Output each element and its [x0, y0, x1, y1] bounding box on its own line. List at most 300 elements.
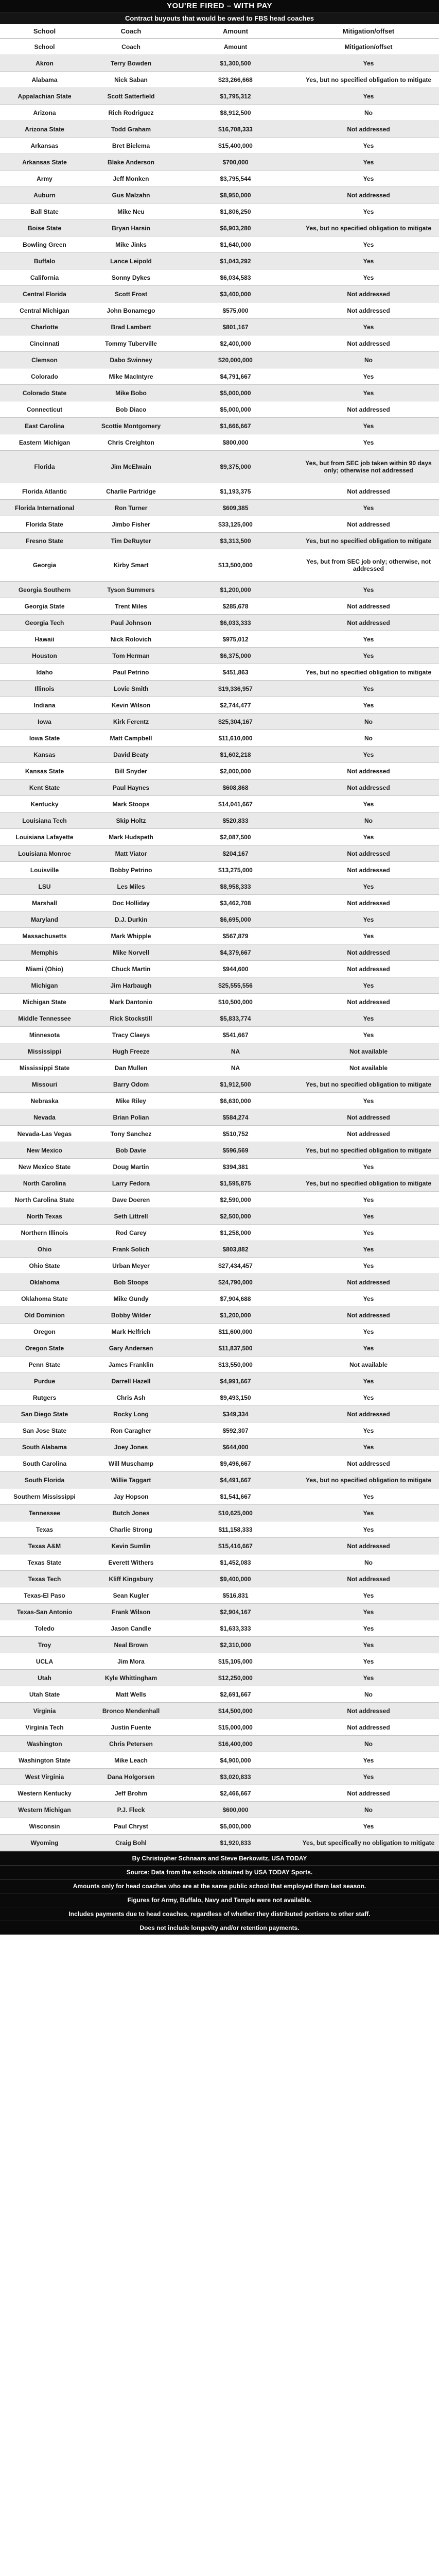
cell-mitigation: Mitigation/offset	[344, 43, 393, 50]
cell-mitigation: Yes	[363, 241, 374, 248]
cell-school: Wyoming	[30, 1839, 59, 1846]
table-row	[0, 779, 439, 796]
cell-amount: $5,000,000	[220, 405, 251, 413]
cell-mitigation: Yes	[363, 883, 374, 890]
cell-mitigation: Not addressed	[347, 1278, 390, 1286]
table-row	[0, 730, 439, 747]
cell-mitigation: Yes	[363, 1295, 374, 1302]
cell-school: Virginia Tech	[25, 1723, 64, 1731]
table-row	[0, 236, 439, 253]
table-row	[0, 1422, 439, 1439]
cell-mitigation: Yes	[363, 1624, 374, 1632]
table-row	[0, 1241, 439, 1258]
cell-coach: Matt Viator	[115, 850, 147, 857]
cell-mitigation: Yes, but no specified obligation to mitigate	[305, 1476, 432, 1484]
cell-coach: Bob Davie	[116, 1146, 146, 1154]
cell-school: Georgia Southern	[18, 586, 71, 594]
cell-school: Minnesota	[29, 1031, 60, 1039]
cell-school: Nevada	[33, 1113, 56, 1121]
table-header	[0, 24, 439, 39]
table-row	[0, 1291, 439, 1307]
cell-mitigation: Not addressed	[347, 307, 390, 314]
cell-school: New Mexico	[27, 1146, 62, 1154]
cell-amount: $451,863	[222, 668, 249, 676]
cell-school: Old Dominion	[24, 1311, 65, 1319]
table-row	[0, 994, 439, 1010]
cell-mitigation: Yes	[363, 916, 374, 923]
cell-school: Buffalo	[33, 257, 56, 265]
table-row	[0, 1340, 439, 1357]
table-row	[0, 55, 439, 72]
table-row	[0, 1258, 439, 1274]
cell-mitigation: Yes	[363, 1509, 374, 1517]
table-row	[0, 500, 439, 516]
cell-coach: Tom Herman	[112, 652, 150, 659]
table-row	[0, 796, 439, 812]
page-subtitle: Contract buyouts that would be owed to FBS head coaches	[0, 12, 439, 24]
cell-mitigation: Yes	[363, 1493, 374, 1500]
cell-mitigation: Not available	[349, 1047, 388, 1055]
cell-mitigation: Yes	[363, 1674, 374, 1682]
cell-mitigation: Yes	[363, 586, 374, 594]
cell-coach: Paul Chryst	[114, 1822, 148, 1830]
cell-coach: Frank Wilson	[111, 1608, 151, 1616]
cell-amount: $1,795,312	[220, 92, 251, 100]
cell-amount: $2,000,000	[220, 767, 251, 775]
cell-amount: $1,806,250	[220, 208, 251, 215]
cell-school: Nevada-Las Vegas	[17, 1130, 72, 1138]
table-row	[0, 368, 439, 385]
cell-school: School	[34, 43, 55, 50]
cell-school: Arizona	[33, 109, 56, 116]
cell-coach: John Bonamego	[107, 307, 155, 314]
cell-school: Toledo	[34, 1624, 55, 1632]
cell-mitigation: Yes	[363, 751, 374, 758]
cell-mitigation: Yes	[363, 1443, 374, 1451]
table-row	[0, 220, 439, 236]
cell-school: Memphis	[31, 948, 58, 956]
cell-mitigation: Yes	[363, 1212, 374, 1220]
cell-amount: $2,466,667	[220, 1789, 251, 1797]
table-row	[0, 1769, 439, 1785]
table-row	[0, 1736, 439, 1752]
column-header-mitigation: Mitigation/offset	[342, 27, 395, 35]
cell-amount: $4,491,667	[220, 1476, 251, 1484]
cell-amount: $14,041,667	[218, 800, 253, 808]
cell-school: Appalachian State	[17, 92, 72, 100]
cell-school: Purdue	[33, 1377, 56, 1385]
cell-school: Florida	[34, 463, 55, 470]
cell-coach: Kirby Smart	[113, 562, 149, 569]
cell-school: East Carolina	[25, 422, 64, 430]
cell-amount: $20,000,000	[218, 356, 253, 364]
cell-amount: $6,903,280	[220, 224, 251, 232]
cell-mitigation: Not available	[349, 1064, 388, 1072]
table-row	[0, 434, 439, 451]
cell-mitigation: Yes	[363, 158, 374, 166]
cell-mitigation: Yes, but specifically no obligation to mitigate	[302, 1839, 435, 1846]
cell-amount: $10,500,000	[218, 998, 253, 1006]
cell-mitigation: Not addressed	[347, 405, 390, 413]
cell-amount: $25,555,556	[218, 981, 253, 989]
cell-school: Kentucky	[30, 800, 59, 808]
cell-coach: Jeff Brohm	[114, 1789, 148, 1797]
cell-coach: Kyle Whittingham	[104, 1674, 157, 1682]
cell-school: West Virginia	[25, 1773, 64, 1781]
cell-mitigation: Yes	[363, 652, 374, 659]
cell-mitigation: Not addressed	[347, 998, 390, 1006]
cell-coach: Darrell Hazell	[111, 1377, 151, 1385]
table-row	[0, 928, 439, 944]
cell-coach: Scottie Montgomery	[101, 422, 161, 430]
cell-amount: $1,300,500	[220, 59, 251, 67]
cell-coach: Mike Norvell	[113, 948, 149, 956]
cell-school: San Jose State	[22, 1427, 67, 1434]
cell-amount: $13,275,000	[218, 866, 253, 874]
cell-school: Georgia	[32, 562, 57, 569]
cell-coach: Paul Haynes	[112, 784, 150, 791]
cell-mitigation: Yes	[363, 438, 374, 446]
cell-mitigation: Yes	[363, 635, 374, 643]
cell-coach: Tyson Summers	[107, 586, 155, 594]
cell-coach: Mike Bobo	[115, 389, 147, 397]
cell-amount: $12,250,000	[218, 1674, 253, 1682]
cell-mitigation: Not addressed	[347, 1575, 390, 1583]
table-row	[0, 1620, 439, 1637]
cell-mitigation: Yes	[363, 1394, 374, 1401]
table-row	[0, 1307, 439, 1324]
cell-amount: $8,958,333	[220, 883, 251, 890]
cell-mitigation: Yes	[363, 1196, 374, 1204]
table-row	[0, 1455, 439, 1472]
table-row	[0, 401, 439, 418]
cell-mitigation: Not addressed	[347, 866, 390, 874]
cell-amount: $800,000	[222, 438, 249, 446]
cell-school: Maryland	[31, 916, 58, 923]
cell-mitigation: Yes, but from SEC job only; otherwise, not addressed	[306, 558, 431, 572]
cell-amount: $3,400,000	[220, 290, 251, 298]
cell-amount: $3,020,833	[220, 1773, 251, 1781]
table-row	[0, 269, 439, 286]
table-row	[0, 1389, 439, 1406]
cell-amount: $6,034,583	[220, 274, 251, 281]
table-row	[0, 1670, 439, 1686]
table-row	[0, 1027, 439, 1043]
cell-school: Michigan	[31, 981, 58, 989]
cell-mitigation: Not addressed	[347, 487, 390, 495]
cell-coach: D.J. Durkin	[114, 916, 148, 923]
cell-amount: $15,416,667	[218, 1542, 253, 1550]
cell-coach: Doc Holliday	[112, 899, 150, 907]
cell-amount: $7,904,688	[220, 1295, 251, 1302]
cell-school: LSU	[38, 883, 51, 890]
cell-mitigation: Not addressed	[347, 1113, 390, 1121]
cell-amount: $15,000,000	[218, 1723, 253, 1731]
cell-mitigation: Not addressed	[347, 125, 390, 133]
table-row	[0, 1505, 439, 1521]
cell-coach: Paul Petrino	[113, 668, 149, 676]
cell-mitigation: Yes	[363, 1245, 374, 1253]
cell-amount: $510,752	[222, 1130, 249, 1138]
cell-coach: Kliff Kingsbury	[109, 1575, 153, 1583]
cell-school: Ohio State	[29, 1262, 60, 1269]
cell-amount: $9,400,000	[220, 1575, 251, 1583]
cell-coach: Gary Andersen	[109, 1344, 153, 1352]
table-row	[0, 516, 439, 533]
cell-school: Virginia	[33, 1707, 56, 1715]
cell-school: Washington	[27, 1740, 62, 1748]
cell-school: Louisiana Tech	[22, 817, 67, 824]
cell-coach: Lance Leipold	[110, 257, 152, 265]
source-note: Source: Data from the schools obtained by USA TODAY Sports.	[0, 1865, 439, 1879]
cell-mitigation: Yes	[363, 1641, 374, 1649]
cell-mitigation: Yes, but no specified obligation to mitigate	[305, 1146, 432, 1154]
cell-amount: $5,833,774	[220, 1014, 251, 1022]
footer	[0, 1851, 439, 1935]
cell-school: Bowling Green	[23, 241, 66, 248]
cell-coach: Neal Brown	[114, 1641, 148, 1649]
cell-mitigation: Yes	[363, 1427, 374, 1434]
cell-school: Colorado	[31, 372, 58, 380]
cell-coach: Mike Neu	[117, 208, 145, 215]
cell-amount: $16,400,000	[218, 1740, 253, 1748]
table-row	[0, 253, 439, 269]
cell-amount: $6,630,000	[220, 1097, 251, 1105]
table-row	[0, 1373, 439, 1389]
cell-amount: $944,600	[222, 965, 249, 973]
cell-amount: $13,550,000	[218, 1361, 253, 1368]
cell-amount: $394,381	[222, 1163, 249, 1171]
cell-school: Georgia Tech	[25, 619, 64, 626]
column-header-school: School	[33, 27, 56, 35]
cell-school: South Carolina	[22, 1460, 67, 1467]
cell-school: Louisville	[30, 866, 59, 874]
table-row	[0, 352, 439, 368]
cell-mitigation: Yes, but no specified obligation to mitigate	[305, 668, 432, 676]
cell-coach: P.J. Fleck	[117, 1806, 145, 1814]
cell-mitigation: Not addressed	[347, 784, 390, 791]
cell-coach: Todd Graham	[111, 125, 151, 133]
cell-amount: $1,920,833	[220, 1839, 251, 1846]
cell-mitigation: Yes	[363, 1756, 374, 1764]
cell-school: Hawaii	[34, 635, 55, 643]
cell-school: Northern Illinois	[21, 1229, 68, 1236]
cell-coach: Bret Bielema	[112, 142, 150, 149]
cell-coach: Lovie Smith	[113, 685, 149, 692]
table-row	[0, 1538, 439, 1554]
cell-school: Western Kentucky	[17, 1789, 72, 1797]
cell-mitigation: Yes, but no specified obligation to mitigate	[305, 76, 432, 83]
cell-school: Southern Mississippi	[13, 1493, 76, 1500]
cell-coach: Frank Solich	[112, 1245, 150, 1253]
cell-school: Florida Atlantic	[22, 487, 67, 495]
cell-coach: Ron Turner	[114, 504, 148, 512]
cell-coach: Mike Gundy	[113, 1295, 149, 1302]
cell-coach: Tony Sanchez	[110, 1130, 152, 1138]
cell-school: Rutgers	[32, 1394, 57, 1401]
cell-coach: Rod Carey	[115, 1229, 147, 1236]
cell-school: Texas A&M	[28, 1542, 61, 1550]
cell-coach: Dana Holgorsen	[107, 1773, 155, 1781]
cell-school: Iowa	[38, 718, 51, 725]
table-row	[0, 1324, 439, 1340]
table-row	[0, 319, 439, 335]
cell-school: Arizona State	[25, 125, 64, 133]
cell-school: Oklahoma State	[21, 1295, 68, 1302]
cell-mitigation: Yes	[363, 981, 374, 989]
cell-amount: $15,400,000	[218, 142, 253, 149]
cell-coach: Les Miles	[117, 883, 145, 890]
table-row	[0, 697, 439, 714]
cell-amount: $2,500,000	[220, 1212, 251, 1220]
cell-coach: Mark Dantonio	[109, 998, 153, 1006]
cell-amount: $5,000,000	[220, 389, 251, 397]
cell-amount: $349,334	[222, 1410, 249, 1418]
cell-amount: $6,695,000	[220, 916, 251, 923]
cell-coach: Bill Snyder	[115, 767, 147, 775]
table-row	[0, 138, 439, 154]
table-row	[0, 1060, 439, 1076]
cell-mitigation: Yes	[363, 1526, 374, 1533]
cell-amount: $1,633,333	[220, 1624, 251, 1632]
cell-school: Mississippi	[28, 1047, 61, 1055]
table-row	[0, 845, 439, 862]
cell-coach: Chris Creighton	[108, 438, 154, 446]
table-row	[0, 911, 439, 928]
table-row	[0, 1703, 439, 1719]
cell-coach: Bryan Harsin	[112, 224, 150, 232]
cell-amount: $8,912,500	[220, 109, 251, 116]
table-row	[0, 1653, 439, 1670]
cell-coach: Mark Helfrich	[111, 1328, 151, 1335]
cell-coach: Tim DeRuyter	[111, 537, 151, 545]
cell-coach: James Franklin	[108, 1361, 154, 1368]
cell-mitigation: Yes	[363, 932, 374, 940]
table-row	[0, 286, 439, 302]
cell-amount: $9,496,667	[220, 1460, 251, 1467]
cell-mitigation: Yes	[363, 504, 374, 512]
cell-coach: Chris Petersen	[109, 1740, 153, 1748]
cell-mitigation: No	[364, 1690, 373, 1698]
cell-amount: $8,950,000	[220, 191, 251, 199]
cell-coach: Mike Jinks	[115, 241, 147, 248]
cell-coach: Tracy Claeys	[112, 1031, 150, 1039]
cell-amount: $204,167	[222, 850, 249, 857]
cell-coach: Dabo Swinney	[110, 356, 152, 364]
cell-mitigation: No	[364, 356, 373, 364]
cell-mitigation: Yes	[363, 1344, 374, 1352]
cell-mitigation: Yes	[363, 274, 374, 281]
table-row	[0, 829, 439, 845]
cell-amount: $1,452,083	[220, 1558, 251, 1566]
table-row	[0, 1076, 439, 1093]
cell-amount: $4,379,667	[220, 948, 251, 956]
cell-mitigation: Yes	[363, 685, 374, 692]
cell-mitigation: Yes	[363, 1097, 374, 1105]
cell-school: Idaho	[36, 668, 53, 676]
cell-mitigation: Not available	[349, 1361, 388, 1368]
cell-amount: NA	[231, 1047, 240, 1055]
cell-school: Western Michigan	[18, 1806, 71, 1814]
byline: By Christopher Schnaars and Steve Berkowitz, USA TODAY	[0, 1851, 439, 1865]
cell-coach: Kevin Wilson	[111, 701, 151, 709]
table-row	[0, 1587, 439, 1604]
table-row	[0, 1637, 439, 1653]
cell-coach: Mark Hudspeth	[109, 833, 153, 841]
cell-mitigation: Not addressed	[347, 602, 390, 610]
cell-school: Connecticut	[26, 405, 63, 413]
cell-school: Alabama	[31, 76, 58, 83]
table-row	[0, 598, 439, 615]
cell-school: Utah	[38, 1674, 51, 1682]
cell-school: Charlotte	[31, 323, 58, 331]
table-row	[0, 385, 439, 401]
cell-amount: $23,266,668	[218, 76, 253, 83]
cell-school: Cincinnati	[29, 340, 60, 347]
cell-coach: Joey Jones	[114, 1443, 148, 1451]
cell-coach: Chuck Martin	[111, 965, 151, 973]
cell-coach: Trent Miles	[115, 602, 147, 610]
cell-coach: Brian Polian	[113, 1113, 149, 1121]
column-header-amount: Amount	[222, 27, 249, 35]
footnote-staff-payments: Includes payments due to head coaches, regardless of whether they distributed portions to other staff.	[0, 1907, 439, 1921]
cell-coach: Rick Stockstill	[110, 1014, 152, 1022]
cell-mitigation: Yes	[363, 1657, 374, 1665]
cell-amount: $15,105,000	[218, 1657, 253, 1665]
table-row	[0, 1126, 439, 1142]
cell-mitigation: Yes	[363, 1608, 374, 1616]
cell-school: Illinois	[34, 685, 55, 692]
cell-school: Miami (Ohio)	[26, 965, 63, 973]
cell-school: Georgia State	[24, 602, 65, 610]
cell-coach: Dan Mullen	[114, 1064, 148, 1072]
table-row	[0, 615, 439, 631]
cell-school: Army	[37, 175, 52, 182]
cell-mitigation: Yes	[363, 1591, 374, 1599]
cell-school: Oregon	[33, 1328, 56, 1335]
cell-amount: Amount	[223, 43, 248, 50]
cell-coach: Scott Frost	[114, 290, 148, 298]
cell-amount: $33,125,000	[218, 520, 253, 528]
cell-school: Central Michigan	[20, 307, 69, 314]
cell-school: Florida International	[14, 504, 75, 512]
table-row	[0, 1785, 439, 1802]
cell-school: Eastern Michigan	[19, 438, 71, 446]
cell-mitigation: Yes	[363, 1773, 374, 1781]
cell-coach: Rich Rodriguez	[108, 109, 154, 116]
cell-school: Texas-El Paso	[24, 1591, 65, 1599]
table-row	[0, 1093, 439, 1109]
cell-coach: Jay Hopson	[113, 1493, 149, 1500]
column-header-coach: Coach	[120, 27, 142, 35]
cell-coach: Matt Campbell	[110, 734, 152, 742]
cell-amount: $1,666,667	[220, 422, 251, 430]
cell-amount: $1,200,000	[220, 1311, 251, 1319]
cell-school: South Alabama	[22, 1443, 67, 1451]
table-row	[0, 812, 439, 829]
cell-coach: Will Muschamp	[108, 1460, 154, 1467]
cell-amount: $9,375,000	[220, 463, 251, 470]
cell-mitigation: Yes	[363, 833, 374, 841]
cell-amount: $520,833	[222, 817, 249, 824]
cell-amount: NA	[231, 1064, 240, 1072]
cell-amount: $3,462,708	[220, 899, 251, 907]
cell-coach: Sean Kugler	[113, 1591, 149, 1599]
cell-coach: Bob Stoops	[113, 1278, 149, 1286]
cell-amount: $27,434,457	[218, 1262, 253, 1269]
cell-mitigation: No	[364, 109, 373, 116]
cell-coach: Dave Doeren	[112, 1196, 150, 1204]
